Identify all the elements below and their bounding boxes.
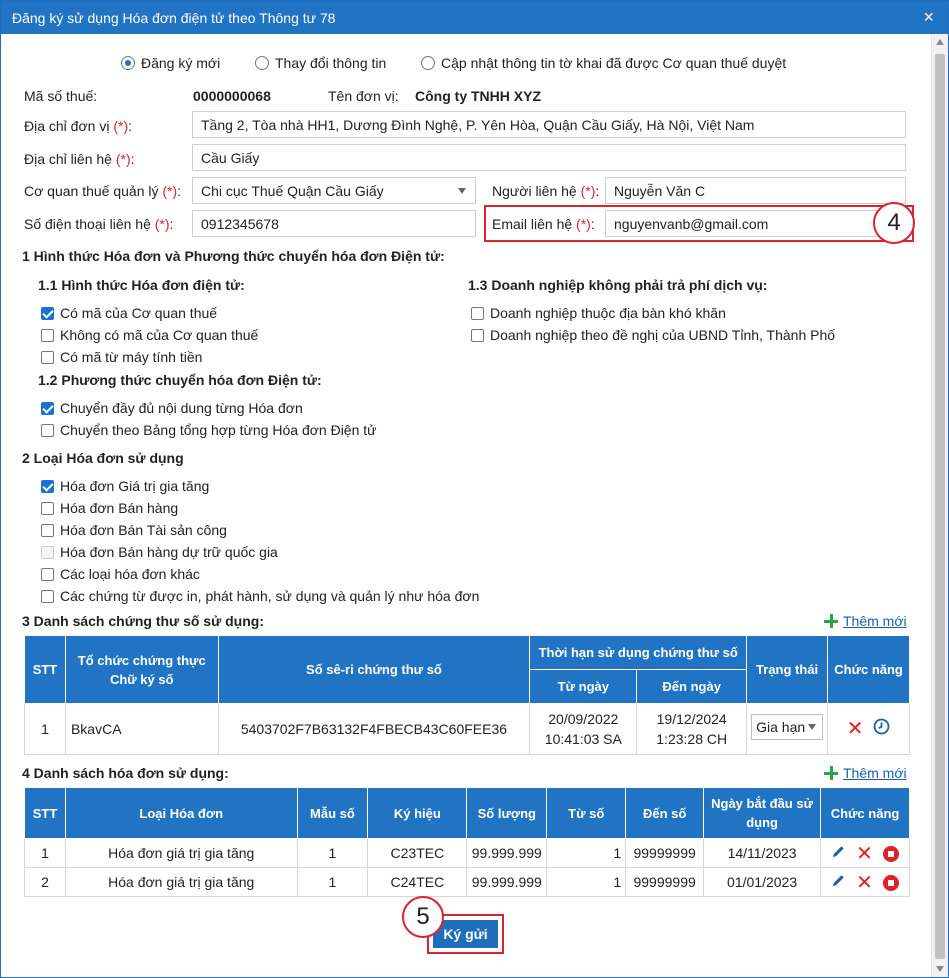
checkbox-vat-invoice[interactable]: Hóa đơn Giá trị gia tăng <box>41 477 209 494</box>
cell-actions <box>821 839 910 868</box>
checkbox-other-invoices[interactable]: Các loại hóa đơn khác <box>41 565 200 582</box>
cell-stt: 1 <box>25 839 66 868</box>
cell-from: 20/09/2022 10:41:03 SA <box>530 704 637 755</box>
checkbox-box <box>471 329 484 342</box>
checkbox-box <box>41 329 54 342</box>
checkbox-box <box>41 524 54 537</box>
step-marker-5: 5 <box>402 896 444 938</box>
tax-office-label: Cơ quan thuế quản lý (*): <box>24 183 182 199</box>
header-status: Trạng thái <box>747 636 828 704</box>
section-3-title: 3 Danh sách chứng thư số sử dụng: <box>22 613 264 629</box>
header-actions: Chức năng <box>821 788 910 839</box>
header-stt: STT <box>25 788 66 839</box>
checkbox-box <box>41 568 54 581</box>
dialog-titlebar <box>1 1 948 34</box>
edit-icon[interactable] <box>831 844 846 864</box>
checkbox-box <box>41 351 54 364</box>
checkbox-box <box>41 502 54 515</box>
header-to-number: Đến số <box>626 788 704 839</box>
cell-start-date: 14/11/2023 <box>704 839 821 868</box>
tax-code-value: 0000000068 <box>193 88 271 104</box>
phone-label: Số điện thoại liên hệ (*): <box>24 216 174 232</box>
header-from: Từ ngày <box>530 670 637 704</box>
radio-change-info[interactable]: Thay đổi thông tin <box>255 54 386 71</box>
checkbox-cash-register[interactable]: Có mã từ máy tính tiền <box>41 348 202 365</box>
clock-icon[interactable] <box>873 718 890 740</box>
checkbox-national-reserve: Hóa đơn Bán hàng dự trữ quốc gia <box>41 543 278 560</box>
radio-new-registration[interactable]: Đăng ký mới <box>121 54 220 71</box>
header-from-number: Từ số <box>547 788 626 839</box>
checkbox-summary-table[interactable]: Chuyển theo Bảng tổng hợp từng Hóa đơn Điện tử <box>41 421 377 438</box>
radio-indicator <box>121 56 135 70</box>
checkbox-box <box>41 480 54 493</box>
contact-address-field[interactable]: Cầu Giấy <box>192 144 906 171</box>
cell-form: 1 <box>297 839 368 868</box>
header-to: Đến ngày <box>637 670 747 704</box>
section-1-2-title: 1.2 Phương thức chuyển hóa đơn Điện tử: <box>38 372 322 388</box>
unit-address-label: Địa chỉ đơn vị (*): <box>24 118 132 134</box>
cell-actions <box>821 868 910 897</box>
checkbox-sales-invoice[interactable]: Hóa đơn Bán hàng <box>41 499 178 516</box>
cell-stt: 1 <box>25 704 66 755</box>
cell-to: 19/12/2024 1:23:28 CH <box>637 704 747 755</box>
header-validity: Thời hạn sử dụng chứng thư số <box>530 636 747 670</box>
chevron-down-icon <box>458 188 466 194</box>
checkbox-ubnd-proposal[interactable]: Doanh nghiệp theo đề nghị của UBND Tỉnh, Thành Phố <box>471 326 835 343</box>
plus-icon <box>824 614 838 628</box>
cell-quantity: 99.999.999 <box>467 868 547 897</box>
header-actions: Chức năng <box>828 636 910 704</box>
cell-invoice-type: Hóa đơn giá trị gia tăng <box>65 839 297 868</box>
cell-symbol: C24TEC <box>368 868 467 897</box>
checkbox-box <box>41 402 54 415</box>
cell-form: 1 <box>297 868 368 897</box>
cell-actions <box>828 704 910 755</box>
cell-status <box>747 704 828 755</box>
table-row <box>25 868 910 897</box>
radio-indicator <box>421 56 435 70</box>
unit-address-field[interactable]: Tầng 2, Tòa nhà HH1, Dương Đình Nghệ, P. Yên Hòa, Quận Cầu Giấy, Hà Nội, Việt Nam <box>192 111 906 138</box>
checkbox-difficult-area[interactable]: Doanh nghiệp thuộc địa bàn khó khăn <box>471 304 726 321</box>
step-marker-4: 4 <box>873 202 915 244</box>
stop-icon[interactable] <box>883 846 899 862</box>
scroll-up-icon[interactable] <box>936 39 944 45</box>
checkbox-box <box>41 590 54 603</box>
header-invoice-type: Loại Hóa đơn <box>65 788 297 839</box>
checkbox-no-tax-code[interactable]: Không có mã của Cơ quan thuế <box>41 326 258 343</box>
section-1-3-title: 1.3 Doanh nghiệp không phải trả phí dịch vụ: <box>468 277 768 293</box>
email-field[interactable]: nguyenvanb@gmail.com <box>605 210 906 237</box>
edit-icon[interactable] <box>831 873 846 893</box>
cell-org: BkavCA <box>65 704 218 755</box>
status-select[interactable]: Gia hạn <box>751 714 823 740</box>
cell-to-number: 99999999 <box>626 868 704 897</box>
cell-to-number: 99999999 <box>626 839 704 868</box>
checkbox-has-tax-code[interactable]: Có mã của Cơ quan thuế <box>41 304 217 321</box>
checkbox-box <box>41 546 54 559</box>
scroll-down-icon[interactable] <box>936 966 944 972</box>
unit-name-value: Công ty TNHH XYZ <box>415 88 541 104</box>
checkbox-box <box>41 307 54 320</box>
checkbox-box <box>471 307 484 320</box>
table-row <box>25 704 910 755</box>
email-label: Email liên hệ (*): <box>492 216 595 232</box>
stop-icon[interactable] <box>883 875 899 891</box>
close-icon[interactable]: × <box>923 7 934 27</box>
section-1-title: 1 Hình thức Hóa đơn và Phương thức chuyển hóa đơn Điện tử: <box>22 248 445 264</box>
contact-address-label: Địa chỉ liên hệ (*): <box>24 151 135 167</box>
scrollbar-thumb[interactable] <box>935 54 945 959</box>
contact-person-label: Người liên hệ (*): <box>492 183 600 199</box>
invoice-table <box>24 787 910 897</box>
header-symbol: Ký hiệu <box>368 788 467 839</box>
delete-icon[interactable]: ✕ <box>856 871 873 894</box>
checkbox-documents[interactable]: Các chứng từ được in, phát hành, sử dụng và quản lý như hóa đơn <box>41 587 479 604</box>
header-quantity: Số lượng <box>467 788 547 839</box>
header-stt: STT <box>25 636 66 704</box>
tax-office-select[interactable] <box>192 177 476 204</box>
table-row <box>25 839 910 868</box>
unit-name-label: Tên đơn vị: <box>328 88 399 104</box>
radio-update-approved[interactable]: Cập nhật thông tin tờ khai đã được Cơ quan thuế duyệt <box>421 54 786 71</box>
header-serial: Số sê-ri chứng thư số <box>218 636 530 704</box>
cell-from-number: 1 <box>547 839 626 868</box>
header-form: Mẫu số <box>297 788 368 839</box>
cell-quantity: 99.999.999 <box>467 839 547 868</box>
header-start-date: Ngày bắt đầu sử dụng <box>704 788 821 839</box>
tax-code-label: Mã số thuế: <box>24 88 98 104</box>
chevron-down-icon <box>808 724 816 730</box>
submit-button[interactable]: Ký gửi <box>433 920 498 948</box>
contact-person-field[interactable]: Nguyễn Văn C <box>605 177 906 204</box>
radio-indicator <box>255 56 269 70</box>
section-4-title: 4 Danh sách hóa đơn sử dụng: <box>22 765 229 781</box>
section-1-1-title: 1.1 Hình thức Hóa đơn điện tử: <box>38 277 245 293</box>
phone-field[interactable]: 0912345678 <box>192 210 476 237</box>
cell-symbol: C23TEC <box>368 839 467 868</box>
vertical-scrollbar[interactable] <box>931 34 948 977</box>
tax-office-value: Chi cục Thuế Quận Cầu Giấy <box>201 183 384 199</box>
header-org: Tổ chức chứng thực Chữ ký số <box>65 636 218 704</box>
dialog-title: Đăng ký sử dụng Hóa đơn điện tử theo Thông tư 78 <box>12 10 336 26</box>
checkbox-public-asset[interactable]: Hóa đơn Bán Tài sản công <box>41 521 227 538</box>
delete-icon[interactable]: ✕ <box>846 718 864 741</box>
dialog-content <box>1 34 931 977</box>
add-invoice-link[interactable]: Thêm mới <box>824 765 907 781</box>
cell-start-date: 01/01/2023 <box>704 868 821 897</box>
section-2-title: 2 Loại Hóa đơn sử dụng <box>22 450 184 466</box>
add-certificate-link[interactable]: Thêm mới <box>824 613 907 629</box>
checkbox-box <box>41 424 54 437</box>
cell-invoice-type: Hóa đơn giá trị gia tăng <box>65 868 297 897</box>
cell-from-number: 1 <box>547 868 626 897</box>
cell-stt: 2 <box>25 868 66 897</box>
delete-icon[interactable]: ✕ <box>856 842 873 865</box>
certificate-table <box>24 635 910 755</box>
plus-icon <box>824 766 838 780</box>
checkbox-full-content[interactable]: Chuyển đầy đủ nội dung từng Hóa đơn <box>41 399 303 416</box>
cell-serial: 5403702F7B63132F4FBECB43C60FEE36 <box>218 704 530 755</box>
